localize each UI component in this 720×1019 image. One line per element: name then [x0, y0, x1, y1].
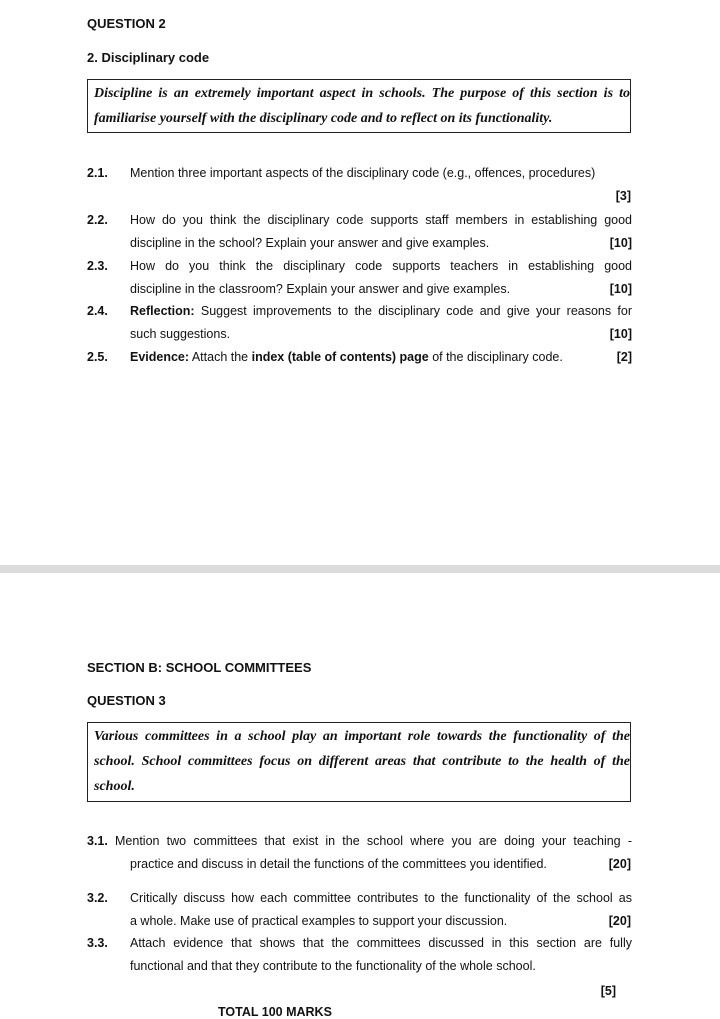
item-text-2-2: How do you think the disciplinary code supports staff members in establishing good discipline in the school? Explain your answer and give examples.	[130, 213, 632, 250]
intro-box-discipline: Discipline is an extremely important aspect in schools. The purpose of this section is to familiarise yourself with the disciplinary code and to reflect on its functionality.	[87, 79, 631, 133]
mark-2-1: [3]	[615, 189, 631, 203]
item-number-2-5: 2.5.	[87, 350, 108, 364]
document-page-2	[0, 573, 720, 1019]
item-number-2-2: 2.2.	[87, 213, 108, 227]
item-number-2-4: 2.4.	[87, 304, 108, 318]
mark-2-5: [2]	[616, 350, 632, 364]
intro-box-committees: Various committees in a school play an important role towards the functionality of the school. School committees focus on different areas that contribute to the health of the school.	[87, 722, 631, 802]
item-text-2-1: Mention three important aspects of the disciplinary code (e.g., offences, procedures)	[130, 166, 596, 180]
mark-3-1: [20]	[608, 857, 631, 871]
question-3-heading: QUESTION 3	[87, 693, 166, 708]
item-number-2-3: 2.3.	[87, 259, 108, 273]
item-text-3-3: Attach evidence that shows that the committees discussed in this section are fully functional and that they contribute to the functionality of the whole school.	[130, 936, 632, 973]
item-text-2-4: Reflection: Suggest improvements to the disciplinary code and give your reasons for such suggestions.	[130, 304, 632, 341]
section-title-disciplinary-code: 2. Disciplinary code	[87, 50, 210, 65]
item-number-2-1: 2.1.	[87, 166, 108, 180]
evidence-label: Evidence:	[130, 350, 190, 364]
item-text-3-2: Critically discuss how each committee contributes to the functionality of the school as a whole. Make use of practical examples to support your discussion.	[130, 891, 632, 928]
mark-3-3: [5]	[600, 984, 616, 998]
reflection-label: Reflection:	[130, 304, 195, 318]
mark-3-2: [20]	[608, 914, 631, 928]
item-text-2-3: How do you think the disciplinary code supports teachers in establishing good discipline in the classroom? Explain your answer and give examples.	[130, 259, 632, 296]
mark-2-3: [10]	[609, 282, 632, 296]
total-marks: TOTAL 100 MARKS	[218, 1005, 332, 1019]
item-text-3-1: Mention two committees that exist in the school where you are doing your teaching - practice and discuss in detail the functions of the committees you identified.	[115, 834, 632, 871]
mark-2-2: [10]	[609, 236, 632, 250]
item-text-2-5: Evidence: Attach the index (table of contents) page of the disciplinary code.	[130, 350, 563, 364]
page-separator	[0, 565, 720, 573]
section-b-heading: SECTION B: SCHOOL COMMITTEES	[87, 660, 312, 675]
question-2-heading: QUESTION 2	[87, 16, 166, 31]
mark-2-4: [10]	[609, 327, 632, 341]
item-number-3-1: 3.1.	[87, 834, 108, 848]
item-number-3-3: 3.3.	[87, 936, 108, 950]
item-number-3-2: 3.2.	[87, 891, 108, 905]
